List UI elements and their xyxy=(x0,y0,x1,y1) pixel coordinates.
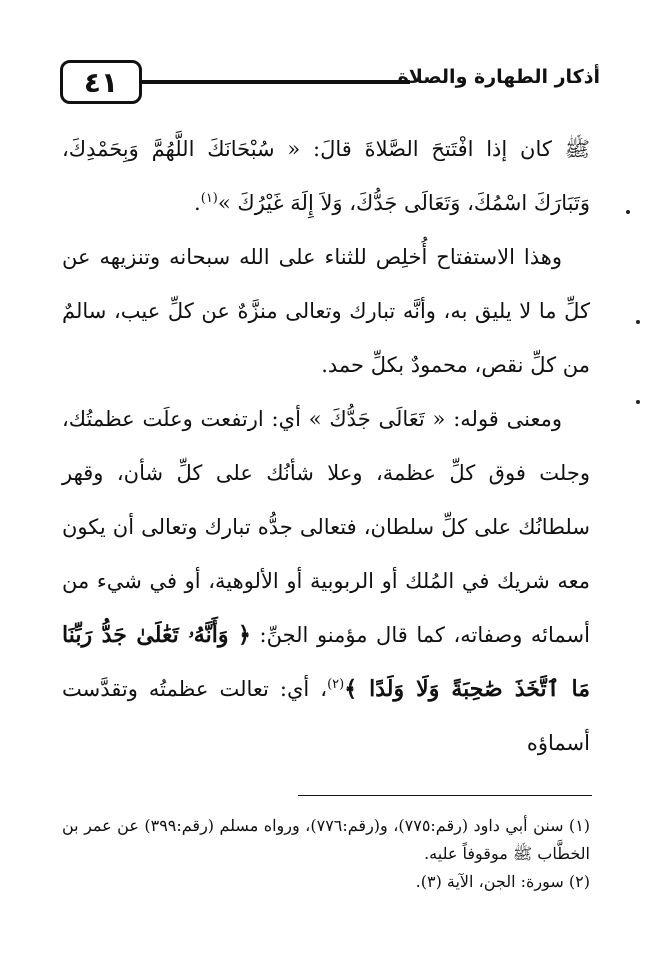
margin-mark xyxy=(636,400,640,404)
margin-mark xyxy=(636,320,640,324)
margin-mark xyxy=(626,210,630,214)
text-segment: ومعنى قوله: « تَعَالَى جَدُّكَ » أي: ارتفعت وعلَت عظمتُك، وجلت فوق كلِّ عظمة، وعلا شأنُك على كلِّ شأن، وقهر سلطانُك على كلِّ سلطان، فتعالى جدُّه تبارك وتعالى أن يكون معه شريك في المُلك أو الربوبية أو الألوهية، أو في شيء من أسمائه وصفاته، كما قال مؤمنو الجنِّ: xyxy=(62,407,590,647)
paragraph-2 xyxy=(62,230,590,392)
page-header xyxy=(60,60,600,106)
running-title: أذكار الطهارة والصلاة xyxy=(397,66,600,88)
footnotes xyxy=(62,812,590,896)
text-segment: وهذا الاستفتاح أُخلِص للثناء على الله سبحانه وتنزيهه عن كلِّ ما لا يليق به، وأنَّه تبارك وتعالى منزَّهٌ عن كلِّ عيب، سالمٌ من كلِّ نقص، محمودٌ بكلِّ حمد. xyxy=(62,245,590,377)
page-number: ٤١ xyxy=(60,60,142,104)
main-text xyxy=(62,122,590,770)
text-segment: ﷺ كان إذا افْتَتحَ الصَّلاةَ قالَ: « سُبْحَانَكَ اللَّهُمَّ وَبِحَمْدِكَ، وَتَبَارَكَ اسْمُكَ، وَتَعَالَى جَدُّكَ، وَلاَ إِلَهَ غَيْرُكَ » xyxy=(62,137,590,215)
footnote-1: (١) سنن أبي داود (رقم:٧٧٥)، و(رقم:٧٧٦)، ورواه مسلم (رقم:٣٩٩) عن عمر بن الخطَّاب ﷺ موقوفاً عليه. xyxy=(62,816,591,863)
paragraph-3 xyxy=(62,392,590,770)
footnote-ref-1: (١) xyxy=(200,191,218,206)
text-segment: . xyxy=(194,191,201,215)
quran-verse: ﴿ وَأَنَّهُۥ تَعَٰلَىٰ جَدُّ رَبِّنَا مَا ٱتَّخَذَ صَٰحِبَةً وَلَا وَلَدًا ﴾ xyxy=(62,622,590,702)
footnote-divider xyxy=(298,795,592,796)
footnote-2: (٢) سورة: الجن، الآية (٣). xyxy=(415,872,590,891)
footnote-ref-2: (٢) xyxy=(327,677,345,692)
text-segment: ، أي: تعالت عظمتُه وتقدَّست أسماؤه xyxy=(62,677,590,755)
header-divider xyxy=(142,80,410,84)
paragraph-1 xyxy=(62,122,590,230)
